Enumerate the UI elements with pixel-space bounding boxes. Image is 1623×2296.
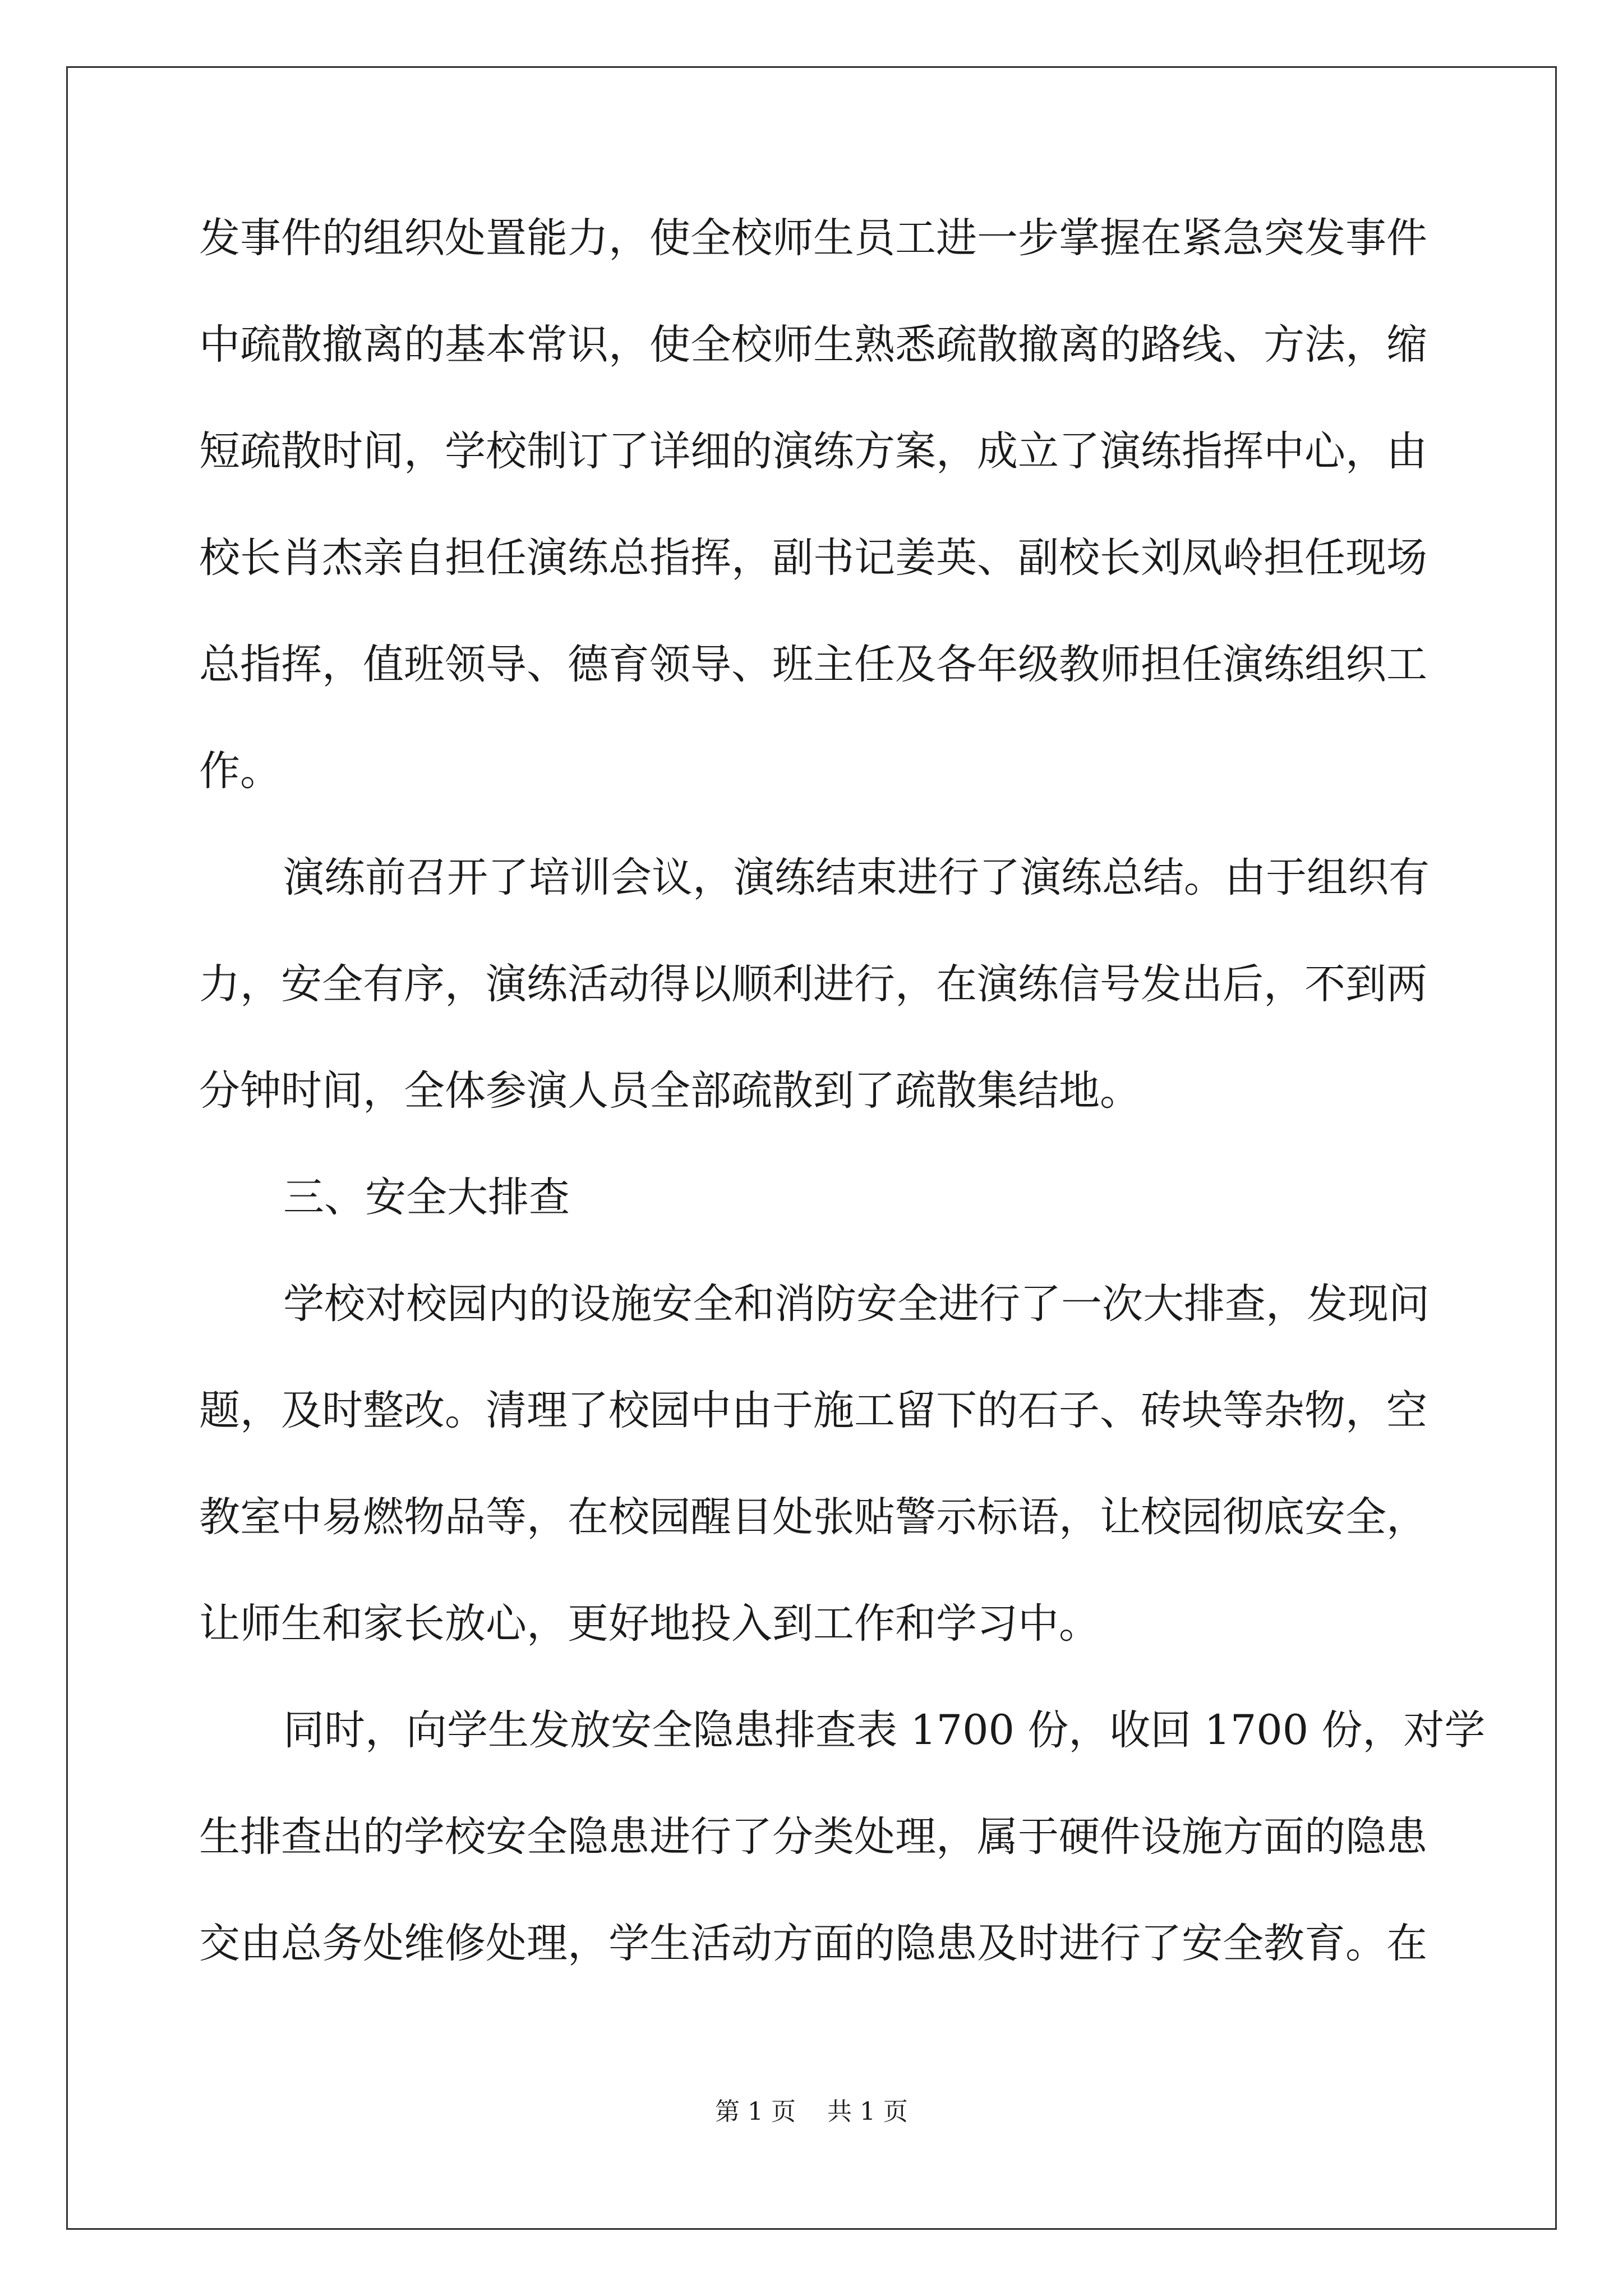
text-line: 让师生和家长放心，更好地投入到工作和学习中。	[199, 1600, 1100, 1648]
page-footer	[0, 2095, 1623, 2129]
text-line: 题，及时整改。清理了校园中由于施工留下的石子、砖块等杂物，空	[199, 1387, 1427, 1434]
paragraph-first-line: 学校对校园内的设施安全和消防安全进行了一次大排查，发现问	[283, 1280, 1430, 1328]
text-line: 总指挥，值班领导、德育领导、班主任及各年级教师担任演练组织工	[199, 641, 1427, 688]
text-line: 教室中易燃物品等，在校园醒目处张贴警示标语，让校园彻底安全，	[199, 1493, 1427, 1541]
section-heading: 三、安全大排查	[283, 1174, 570, 1221]
text-line: 生排查出的学校安全隐患进行了分类处理，属于硬件设施方面的隐患	[199, 1813, 1427, 1861]
text-line: 交由总务处维修处理，学生活动方面的隐患及时进行了安全教育。在	[199, 1920, 1427, 1967]
text-line: 校长肖杰亲自担任演练总指挥，副书记姜英、副校长刘凤岭担任现场	[199, 534, 1427, 582]
page-number: 第 1 页	[715, 2097, 796, 2126]
page-total: 共 1 页	[827, 2097, 908, 2126]
page-border	[66, 66, 1557, 2230]
text-line: 力，安全有序，演练活动得以顺利进行，在演练信号发出后，不到两	[199, 960, 1427, 1008]
text-line: 作。	[199, 747, 281, 795]
paragraph-first-line: 同时，向学生发放安全隐患排查表 1700 份，收回 1700 份，对学	[283, 1706, 1486, 1754]
text-line: 中疏散撤离的基本常识，使全校师生熟悉疏散撤离的路线、方法，缩	[199, 321, 1427, 369]
paragraph-first-line: 演练前召开了培训会议，演练结束进行了演练总结。由于组织有	[283, 854, 1430, 901]
text-line: 分钟时间，全体参演人员全部疏散到了疏散集结地。	[199, 1067, 1141, 1115]
text-line: 发事件的组织处置能力，使全校师生员工进一步掌握在紧急突发事件	[199, 214, 1427, 262]
text-line: 短疏散时间，学校制订了详细的演练方案，成立了演练指挥中心，由	[199, 427, 1427, 475]
